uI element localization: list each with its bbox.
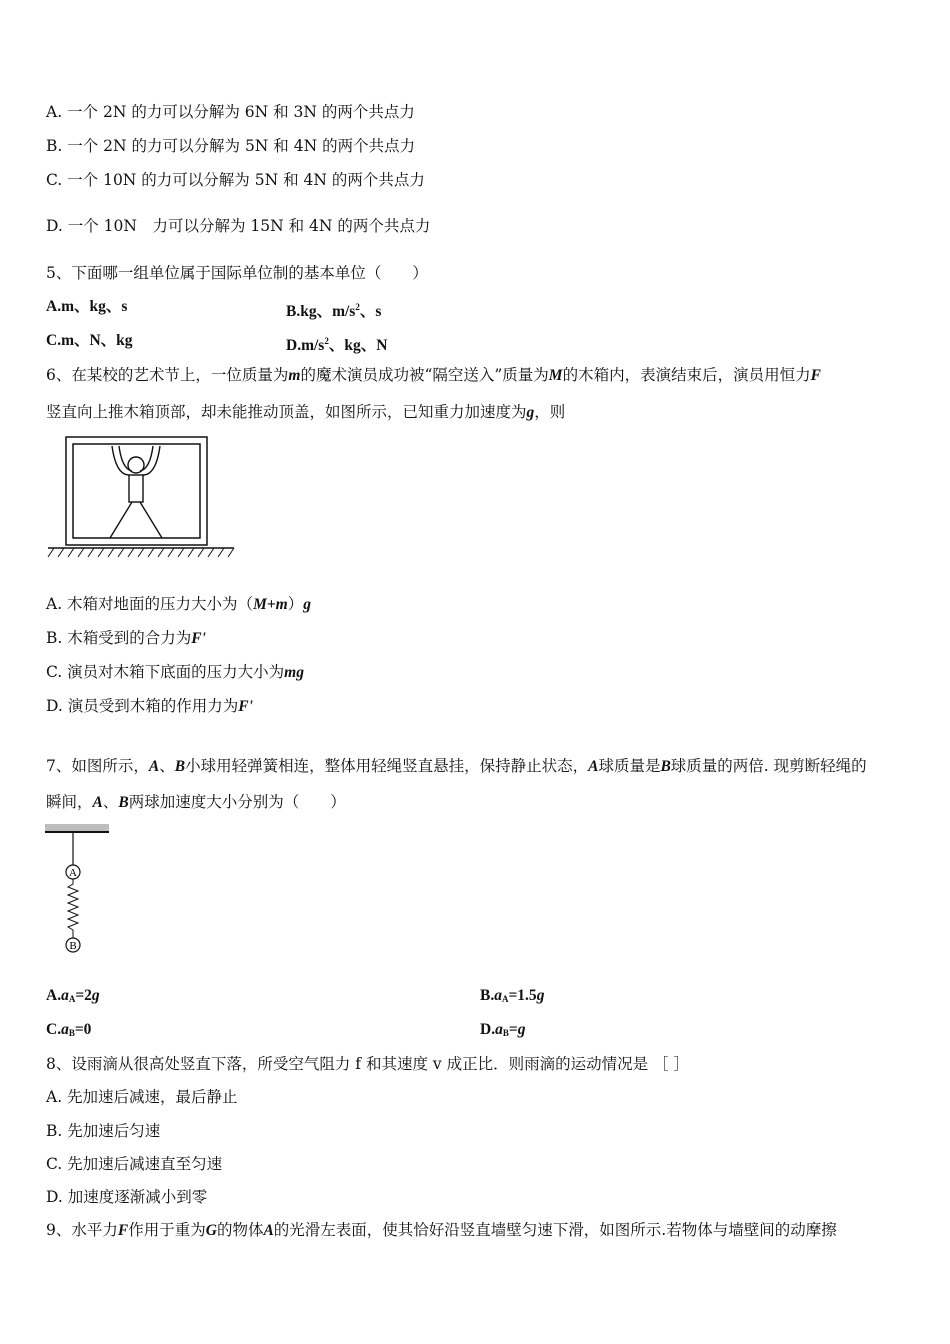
q5-stem: 5、下面哪一组单位属于国际单位制的基本单位（ ） xyxy=(46,264,428,282)
q5-row1 xyxy=(46,297,382,320)
q8-stem: 8、设雨滴从很高处竖直下落，所受空气阻力 f 和其速度 v 成正比．则雨滴的运动情况是 ［ ］ xyxy=(46,1055,689,1073)
q7-stem-line1: 7、如图所示，A、B小球用轻弹簧相连，整体用轻绳竖直悬挂，保持静止状态，A球质量是B球质量的两倍. 现剪断轻绳的 xyxy=(46,757,867,775)
q6-option-c: C. 演员对木箱下底面的压力大小为mg xyxy=(46,663,304,681)
q6-stem-line2: 竖直向上推木箱顶部，却未能推动顶盖，如图所示，已知重力加速度为g，则 xyxy=(46,403,566,421)
q7-stem-line2: 瞬间，A、B两球加速度大小分别为（ ） xyxy=(46,793,346,811)
q6-option-d: D. 演员受到木箱的作用力为F' xyxy=(46,697,253,715)
ball-b-label: B xyxy=(69,940,77,952)
q8-option-d: D. 加速度逐渐减小到零 xyxy=(46,1188,208,1206)
q4-option-b: B. 一个 2N 的力可以分解为 5N 和 4N 的两个共点力 xyxy=(46,137,416,155)
q9-stem-line1: 9、水平力F作用于重为G的物体A的光滑左表面，使其恰好沿竖直墙壁匀速下滑，如图所示.若物体与墙壁间的动摩擦 xyxy=(46,1221,837,1239)
q7-row1 xyxy=(46,986,545,1009)
q8-option-c: C. 先加速后减速直至匀速 xyxy=(46,1155,223,1173)
q6-option-a: A. 木箱对地面的压力大小为（M+m）g xyxy=(46,595,311,613)
q4-option-d: D. 一个 10N 力可以分解为 15N 和 4N 的两个共点力 xyxy=(46,217,431,235)
q5-row2 xyxy=(46,331,388,354)
q7-spring-figure xyxy=(44,822,114,956)
q8-option-a: A. 先加速后减速，最后静止 xyxy=(46,1088,238,1106)
q6-box-figure xyxy=(46,435,236,563)
q7-row2 xyxy=(46,1020,526,1043)
q7-option-c: $C.a_B=0$ xyxy=(46,1021,92,1038)
q6-option-b: B. 木箱受到的合力为F' xyxy=(46,629,206,647)
q6-stem-line1: 6、在某校的艺术节上，一位质量为m的魔术演员成功被“隔空送入”质量为M的木箱内，表演结束后，演员用恒力F xyxy=(46,366,821,384)
q7-option-a: $A.a_A=2g$ xyxy=(46,987,100,1004)
q7-option-b: $B.a_A=1.5g$ xyxy=(480,987,545,1004)
q5-option-a: A.m、kg、s xyxy=(46,298,128,315)
q8-option-b: B. 先加速后匀速 xyxy=(46,1122,161,1140)
q4-option-c: C. 一个 10N 的力可以分解为 5N 和 4N 的两个共点力 xyxy=(46,171,425,189)
q7-option-d: $D.a_B=g$ xyxy=(480,1021,526,1038)
ball-a-label: A xyxy=(69,867,77,879)
q4-option-a: A. 一个 2N 的力可以分解为 6N 和 3N 的两个共点力 xyxy=(46,103,415,121)
q5-option-b: B.kg、$m/s^2$、s xyxy=(286,302,382,320)
q5-option-c: C.m、N、kg xyxy=(46,332,133,349)
q5-option-d: $D.m/s^2$、kg、N xyxy=(286,336,388,354)
